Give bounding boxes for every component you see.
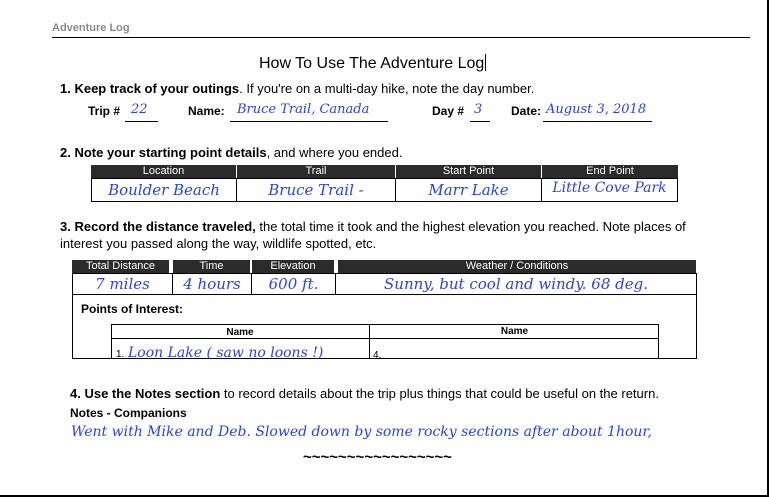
- title-text: How To Use The Adventure Log: [259, 55, 485, 72]
- date-underline: [543, 121, 652, 122]
- section3-text-line1: the total time it took and the highest elevation you reached. Note places of: [255, 219, 686, 234]
- col-total-distance: Total Distance: [72, 260, 169, 273]
- page-title[interactable]: [259, 54, 486, 73]
- col-trail: Trail: [237, 165, 395, 178]
- section4-text: to record details about the trip plus things that could be useful on the return.: [220, 386, 659, 401]
- trail-field[interactable]: Bruce Trail -: [236, 178, 396, 202]
- name-underline: [230, 121, 388, 122]
- poi-label: Points of Interest:: [81, 302, 184, 316]
- name-label: Name:: [188, 104, 225, 118]
- section4-instruction: [70, 386, 659, 401]
- elevation-field[interactable]: 600 ft.: [251, 273, 336, 295]
- col-end-point: End Point: [542, 165, 678, 178]
- header-label: Adventure Log: [52, 22, 130, 34]
- col-location: Location: [91, 165, 236, 178]
- trip-label: Trip #: [88, 104, 121, 118]
- header-rule: [52, 37, 750, 38]
- time-field[interactable]: 4 hours: [172, 273, 252, 295]
- day-field[interactable]: 3: [474, 102, 483, 117]
- poi-row-4[interactable]: [373, 346, 381, 362]
- section3-instruction-line1: [60, 219, 686, 234]
- date-field[interactable]: August 3, 2018: [546, 102, 647, 117]
- col-weather: Weather / Conditions: [338, 260, 696, 273]
- day-label: Day #: [432, 104, 465, 118]
- section1-instruction: [60, 81, 534, 96]
- date-label: Date:: [511, 104, 542, 118]
- location-field[interactable]: Boulder Beach: [91, 178, 237, 202]
- poi-row-4-number: 4.: [373, 350, 382, 361]
- col-start-point: Start Point: [396, 165, 541, 178]
- section1-text: . If you're on a multi-day hike, note the day number.: [239, 81, 535, 96]
- section1-heading: 1. Keep track of your outings: [60, 81, 240, 96]
- poi-col-name-1: Name: [226, 327, 254, 338]
- text-cursor: [485, 54, 486, 71]
- col-time: Time: [173, 260, 250, 273]
- section2-instruction: [60, 145, 402, 160]
- notes-squiggle: ~~~~~~~~~~~~~~~~~: [303, 449, 452, 466]
- section2-heading: 2. Note your starting point details: [60, 145, 267, 160]
- end-point-field[interactable]: Little Cove Park: [541, 178, 678, 202]
- poi-row-1[interactable]: [116, 345, 323, 361]
- poi-row-1-text: Loon Lake ( saw no loons !): [127, 345, 324, 361]
- col-elevation: Elevation: [252, 260, 334, 273]
- notes-field[interactable]: Went with Mike and Deb. Slowed down by some rocky sections after about 1hour,: [71, 424, 653, 440]
- trip-underline: [125, 121, 158, 122]
- section2-text: , and where you ended.: [266, 145, 403, 160]
- section3-instruction-line2: interest you passed along the way, wildlife spotted, etc.: [60, 236, 377, 251]
- trip-field[interactable]: 22: [131, 102, 148, 117]
- poi-header-rule: [111, 338, 659, 339]
- name-field[interactable]: Bruce Trail, Canada: [237, 102, 370, 117]
- poi-col-name-2: Name: [500, 326, 529, 337]
- start-point-field[interactable]: Marr Lake: [395, 178, 542, 202]
- poi-row-1-number: 1.: [116, 349, 125, 360]
- notes-label: Notes - Companions: [70, 406, 187, 420]
- day-underline: [470, 121, 490, 122]
- section3-heading: 3. Record the distance traveled,: [60, 219, 256, 234]
- section4-heading: 4. Use the Notes section: [70, 386, 221, 401]
- distance-field[interactable]: 7 miles: [72, 273, 173, 295]
- weather-field[interactable]: Sunny, but cool and windy. 68 deg.: [335, 273, 697, 295]
